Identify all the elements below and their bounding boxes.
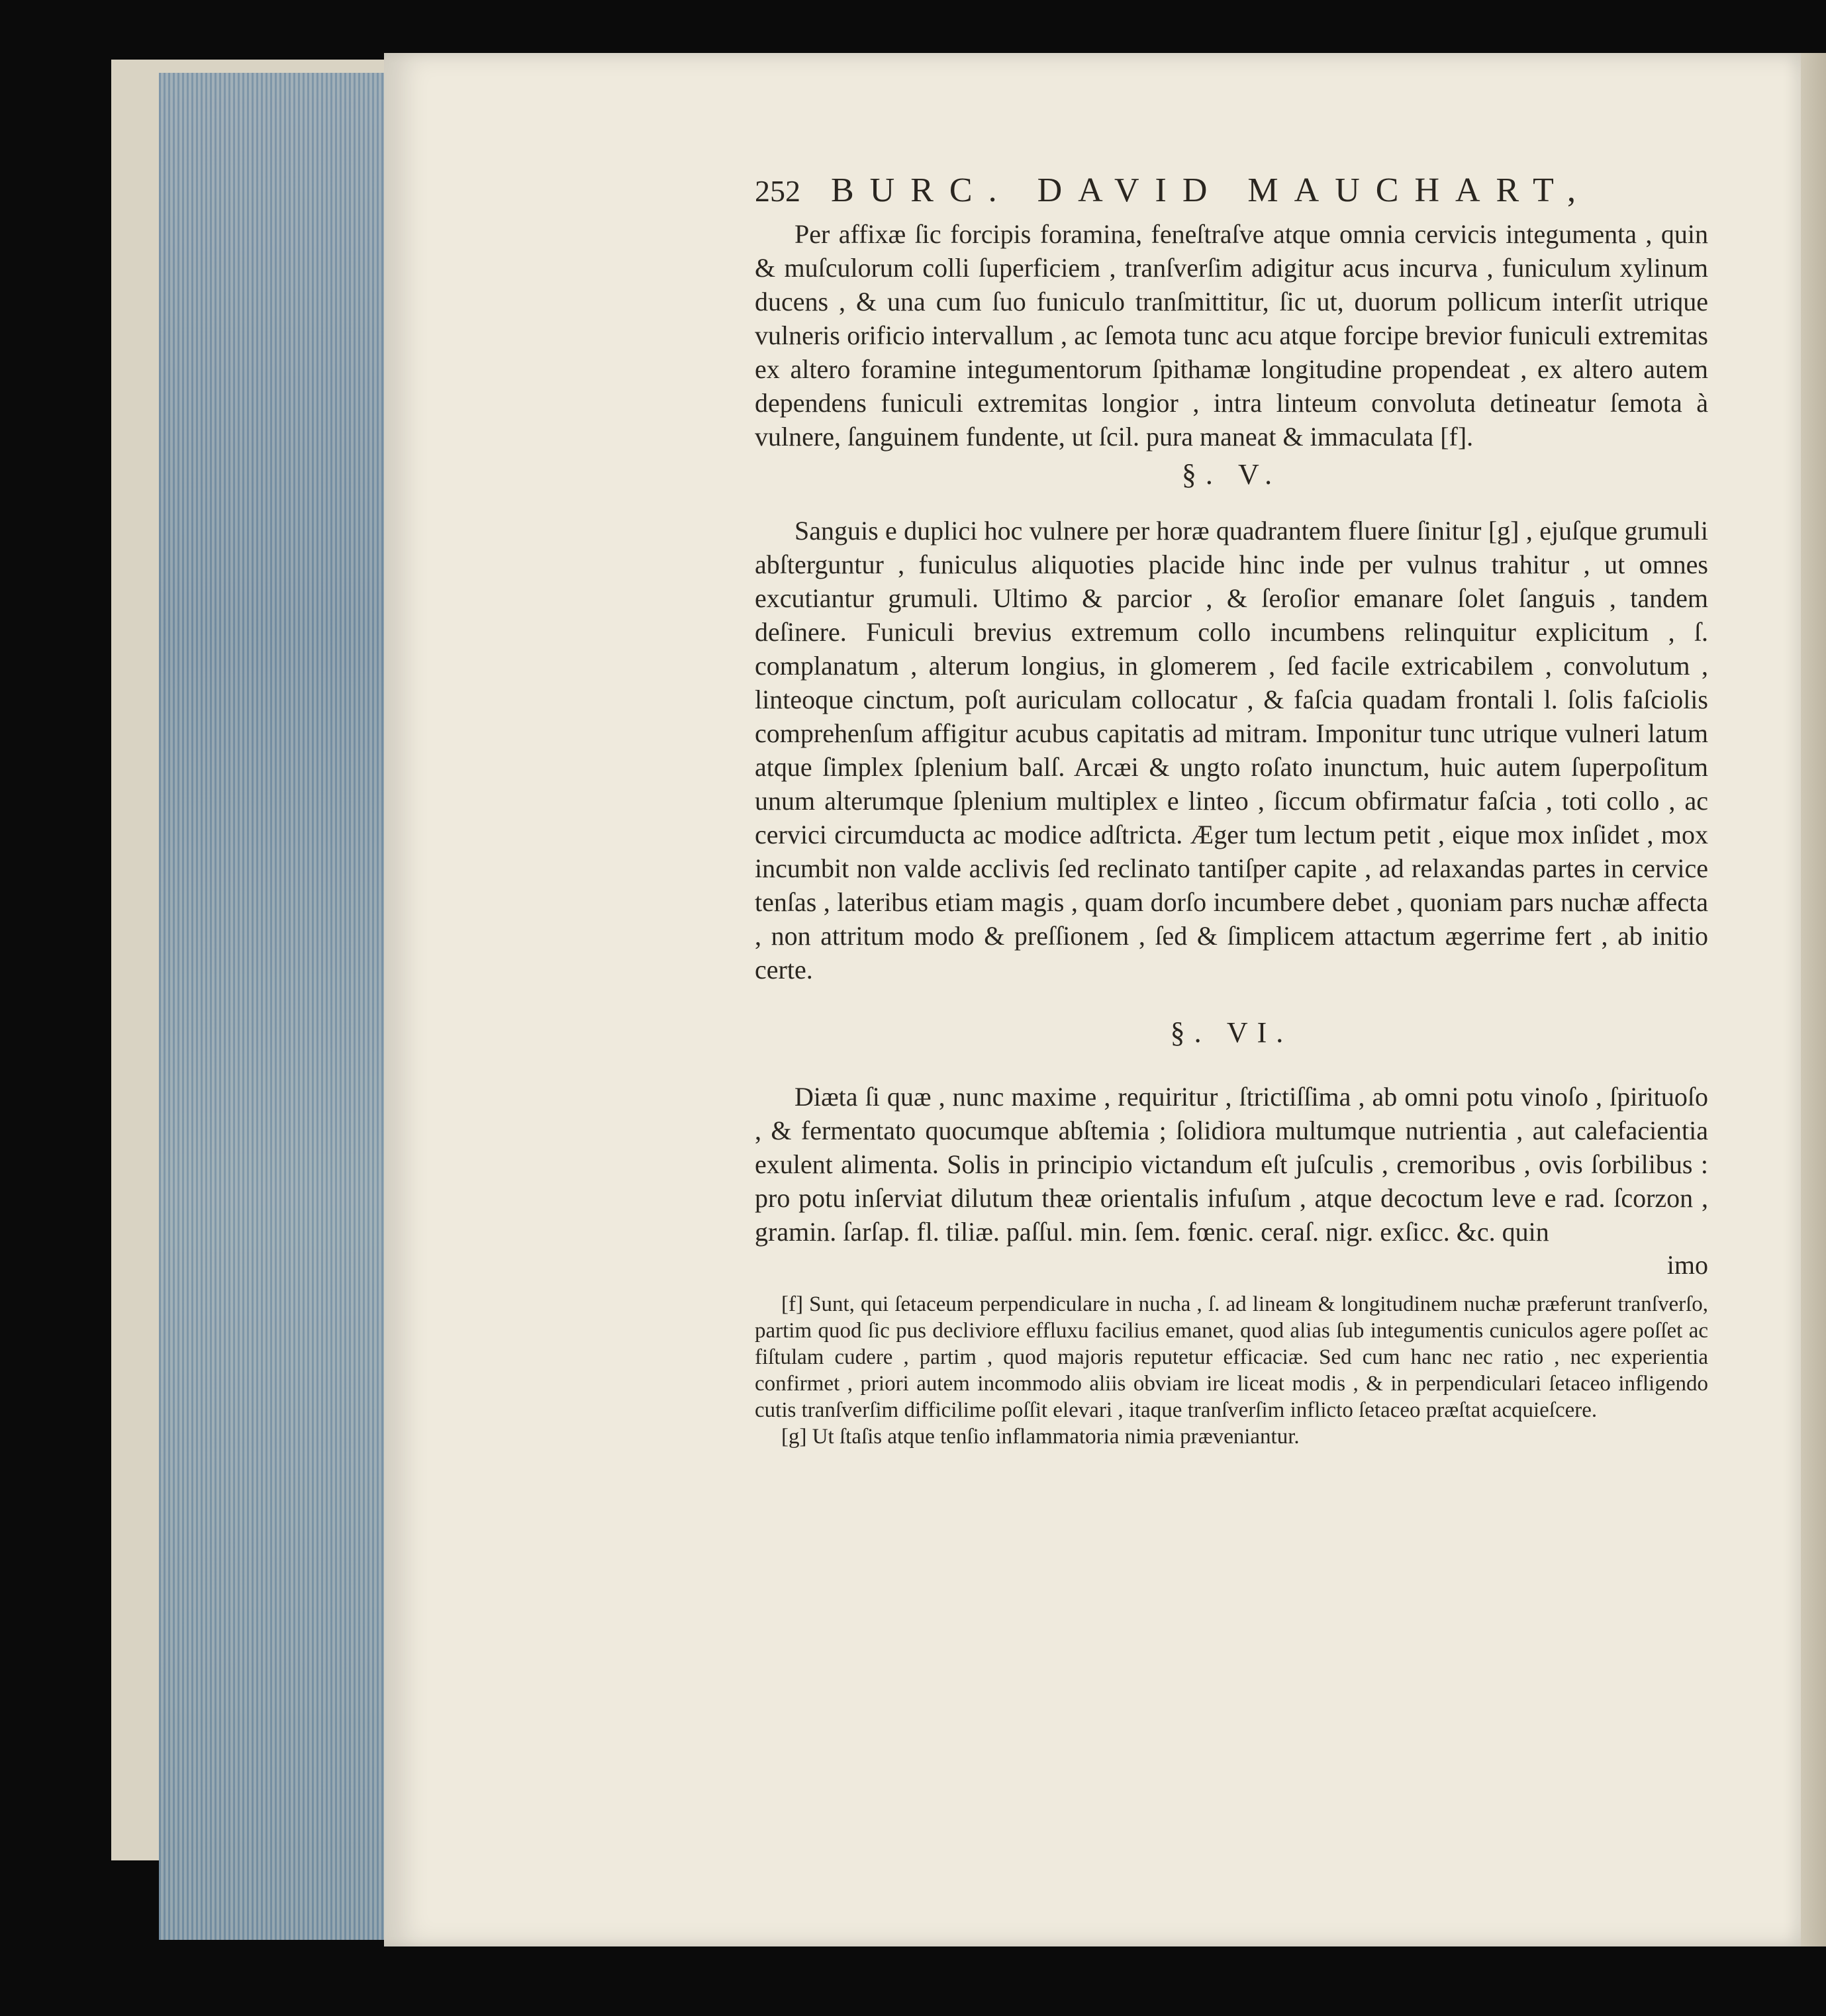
page-number: 252 bbox=[755, 174, 800, 208]
footnotes bbox=[755, 1291, 1708, 1450]
paragraph-3: Diæta ſi quæ , nunc maxime , requiritur , ſtrictiſſima , ab omni potu vinoſo , ſpirituoſo , & fermentato quocumque abſtemia ; ſolidiora multumque nutrientia , aut calefacientia exulent alimenta. Solis in principio victandum eſt juſculis , cremoribus , ovis ſorbilibus : pro potu inſerviat dilutum theæ orientalis infuſum , atque decoctum leve e rad. ſcorzon , gramin. ſarſap. fl. tiliæ. paſſul. min. ſem. fœnic. ceraſ. nigr. exſicc. &c. quin bbox=[755, 1082, 1708, 1247]
running-head bbox=[755, 171, 1708, 217]
facing-page-edge bbox=[1801, 53, 1826, 1946]
footnote-g: [g] Ut ſtaſis atque tenſio inflammatoria nimia præveniantur. bbox=[781, 1425, 1300, 1449]
section-heading-v: §. V. bbox=[1181, 458, 1282, 491]
page-edge-stack bbox=[159, 73, 384, 1940]
catchword: imo bbox=[1666, 1250, 1708, 1280]
running-title: BURC. DAVID MAUCHART, bbox=[831, 171, 1592, 209]
footnote-f: [f] Sunt, qui ſetaceum perpendiculare in nucha , ſ. ad lineam & longitudinem nuchæ præferunt tranſverſo, partim quod ſic pus decliviore effluxu facilius emanet, quod alias ſub integumentis cuniculos agere poſſet ac fiſtulam cudere , partim , quod majoris reputetur efficaciæ. Sed cum hanc nec ratio , nec experientia confirmet , priori autem incommodo aliis obviam ire liceat modis , & in perpendiculari ſetaceo infligendo cutis tranſverſim difficilime poſſit elevari , itaque tranſverſim inflicto ſetaceo præſtat acquieſcere. bbox=[755, 1292, 1708, 1422]
paragraph-2: Sanguis e duplici hoc vulnere per horæ quadrantem fluere ſinitur [g] , ejuſque grumuli abſterguntur , funiculus aliquoties placide hinc inde per vulnus trahitur , ut omnes excutiantur grumuli. Ultimo & parcior , & ſeroſior emanare ſolet ſanguis , tandem deſinere. Funiculi brevius extremum collo incumbens relinquitur explicitum , ſ. complanatum , alterum longius, in glomerem , ſed facile extricabilem , convolutum , linteoque cinctum, poſt auriculam collocatur , & faſcia quadam frontali l. ſolis faſciolis comprehenſum affigitur acubus capitatis ad mitram. Imponitur tunc utrique vulneri latum atque ſimplex ſplenium balſ. Arcæi & ungto roſato inunctum, huic autem ſuperpoſitum unum alterumque ſplenium multiplex e linteo , ſiccum obfirmatur faſcia , toti collo , ac cervici circumducta ac modice adſtricta. Æger tum lectum petit , eique mox inſidet , mox incumbit non valde acclivis ſed reclinato tantiſper capite , ad relaxandas partes in cervice tenſas , lateribus etiam magis , quam dorſo incumbere debet , quoniam pars nuchæ affecta , non attritum modo & preſſionem , ſed & ſimplicem attactum ægerrime fert , ab initio certe. bbox=[755, 516, 1708, 984]
paragraph-1: Per affixæ ſic forcipis foramina, feneſtraſve atque omnia cervicis integumenta , quin & muſculorum colli ſuperficiem , tranſverſim adigitur acus incurva , funiculum xylinum ducens , & una cum ſuo funiculo tranſmittitur, ſic ut, duorum pollicum interſit utrique vulneris orificio intervallum , ac ſemota tunc acu atque forcipe brevior funiculi extremitas ex altero foramine integumentorum ſpithamæ longitudine propendeat , ex altero autem dependens funiculi extremitas longior , intra linteum convoluta detineatur ſemota à vulnere, ſanguinem fundente, ut ſcil. pura maneat & immaculata [f]. bbox=[755, 219, 1708, 452]
text-block bbox=[755, 171, 1708, 1450]
section-heading-vi: §. VI. bbox=[1170, 1016, 1293, 1049]
